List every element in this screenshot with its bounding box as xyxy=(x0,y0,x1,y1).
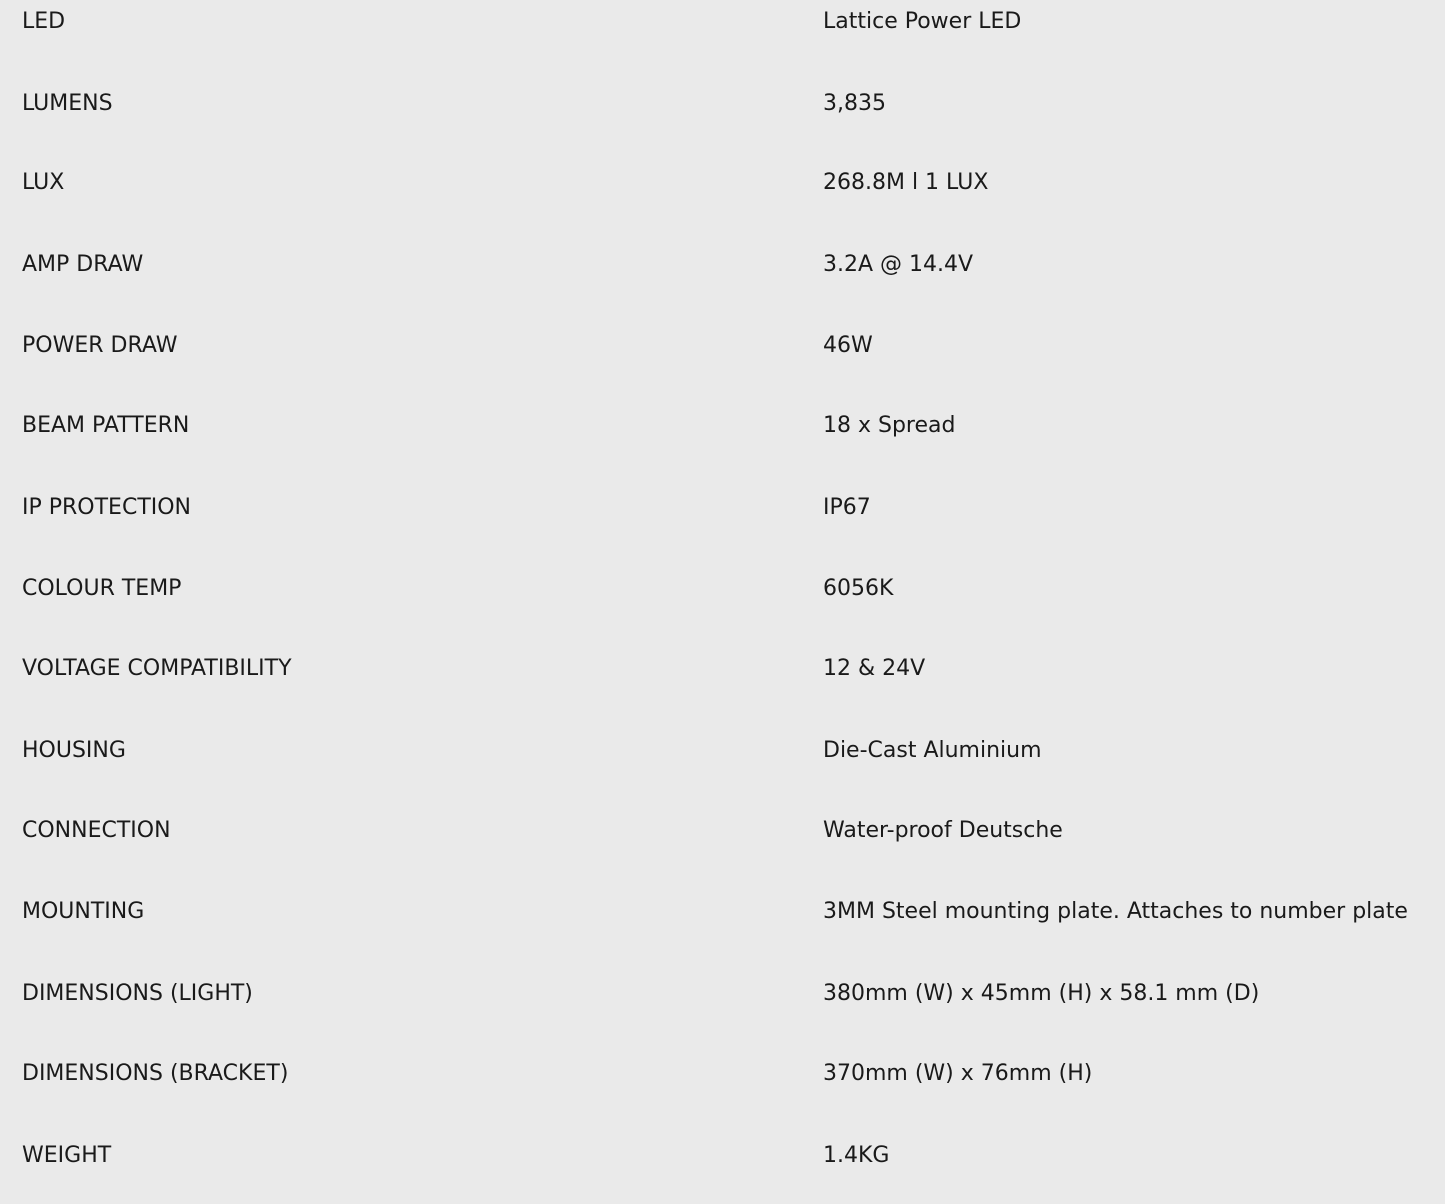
spec-row-housing xyxy=(0,731,1445,771)
spec-value: 268.8M l 1 LUX xyxy=(823,170,989,195)
spec-value: Lattice Power LED xyxy=(823,9,1022,34)
spec-value: Water-proof Deutsche xyxy=(823,818,1063,843)
spec-row-beam-pattern xyxy=(0,406,1445,446)
spec-row-mounting xyxy=(0,892,1445,932)
spec-row-lux xyxy=(0,163,1445,203)
spec-row-power-draw xyxy=(0,326,1445,366)
spec-row-led xyxy=(0,2,1445,42)
spec-row-voltage-compatibility xyxy=(0,649,1445,689)
spec-value: 370mm (W) x 76mm (H) xyxy=(823,1061,1093,1086)
spec-value: 3MM Steel mounting plate. Attaches to number plate xyxy=(823,899,1408,924)
spec-label: IP PROTECTION xyxy=(22,495,192,520)
spec-value: 46W xyxy=(823,333,873,358)
spec-label: CONNECTION xyxy=(22,818,171,843)
spec-label: HOUSING xyxy=(22,738,126,763)
spec-label: BEAM PATTERN xyxy=(22,413,190,438)
spec-label: POWER DRAW xyxy=(22,333,178,358)
spec-value: 12 & 24V xyxy=(823,656,926,681)
spec-label: COLOUR TEMP xyxy=(22,576,182,601)
spec-label: AMP DRAW xyxy=(22,252,144,277)
spec-label: DIMENSIONS (BRACKET) xyxy=(22,1061,289,1086)
spec-row-weight xyxy=(0,1136,1445,1176)
spec-value: Die-Cast Aluminium xyxy=(823,738,1042,763)
spec-label: LED xyxy=(22,9,66,34)
spec-row-amp-draw xyxy=(0,245,1445,285)
spec-label: LUX xyxy=(22,170,65,195)
spec-label: VOLTAGE COMPATIBILITY xyxy=(22,656,292,681)
spec-row-lumens xyxy=(0,84,1445,124)
spec-row-dimensions-bracket xyxy=(0,1054,1445,1094)
spec-label: LUMENS xyxy=(22,91,113,116)
spec-value: 6056K xyxy=(823,576,894,601)
spec-row-ip-protection xyxy=(0,488,1445,528)
spec-label: DIMENSIONS (LIGHT) xyxy=(22,981,253,1006)
spec-value: IP67 xyxy=(823,495,871,520)
spec-value: 380mm (W) x 45mm (H) x 58.1 mm (D) xyxy=(823,981,1260,1006)
spec-row-colour-temp xyxy=(0,569,1445,609)
spec-label: MOUNTING xyxy=(22,899,145,924)
spec-row-dimensions-light xyxy=(0,974,1445,1014)
spec-value: 3,835 xyxy=(823,91,886,116)
spec-value: 1.4KG xyxy=(823,1143,890,1168)
spec-row-connection xyxy=(0,811,1445,851)
spec-value: 3.2A @ 14.4V xyxy=(823,252,974,277)
spec-value: 18 x Spread xyxy=(823,413,956,438)
spec-label: WEIGHT xyxy=(22,1143,112,1168)
